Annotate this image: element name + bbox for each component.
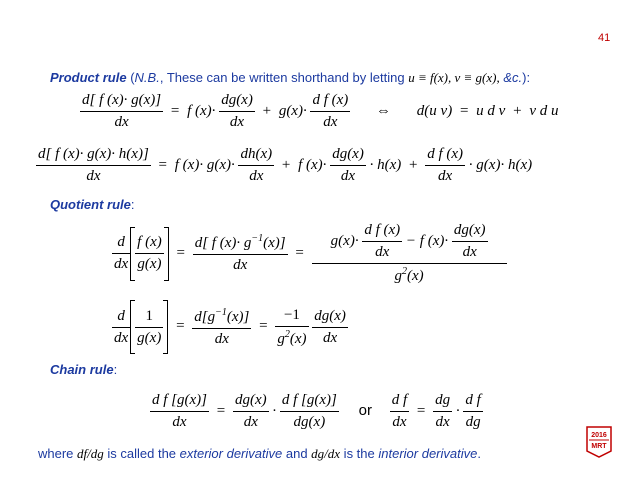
bottom-caption: where df/dg is called the exterior derivative and dg/dx is the interior derivative. [38, 446, 481, 461]
product-rule-title: Product rule [50, 70, 127, 85]
product-rule-equation-2: $\frac{d[ f (x)\cdot g(x)\cdot h(x)]}{dx}$ = f (x)· g(x)· $\frac{dh(x)}{dx}$ + f (x)· $\frac{dg(x)}{dx}$ · h(x) + $\frac{\text{d f (x)}}{dx}$ · g(x)· h(x) [38, 146, 533, 184]
or-word: or [358, 401, 372, 419]
chain-rule-equation: $\frac{\text{d f [g(x)]}}{dx}$ = $\frac{dg(x)}{dx}$ · $\frac{\text{d f [g(x)]}}{dg(x)}$ or $\frac{\text{d f}}{dx}$ = $\frac{dg}{dx}$ · $\frac{\text{d f}}{dg}$ [152, 392, 481, 430]
mrt-2016-logo [585, 425, 613, 459]
badge-initials: MRT [591, 443, 607, 450]
page-number: 41 [598, 32, 611, 44]
quotient-rule-equation-2: $\frac{d}{dx}$ $\frac{1}{g(x)}$ = $\frac{d[g^{-1}(x)]}{dx}$ = $\frac{-1}{g^2(x)}$ $\frac{dg(x)}{dx}$ [112, 300, 348, 354]
product-rule-equation-1: $\frac{d[ f (x)\cdot g(x)]}{dx}$ = f (x)· $\frac{dg(x)}{dx}$ + g(x)· $\frac{\text{d f (x)}}{dx}$ ⇔ d(u v) = u d v + v d u [82, 92, 559, 130]
quotient-rule-equation-1: $\frac{d}{dx}$ $\frac{f (x)}{g(x)}$ = $\frac{d[ f (x)\cdot g^{-1}(x)]}{dx}$ = g(x)· $\frac{\text{d f (x)}}{dx}$ − f (x)· $\frac{dg(x)}{dx}$ $g^2(x)$ [112, 222, 507, 285]
quotient-rule-heading: Quotient rule: [50, 197, 135, 212]
product-rule-heading: Product rule (N.B., These can be written shorthand by letting u ≡ f(x), v ≡ g(x), &c.): [50, 70, 531, 85]
badge-year: 2016 [591, 432, 607, 439]
chain-rule-heading: Chain rule: [50, 362, 118, 377]
